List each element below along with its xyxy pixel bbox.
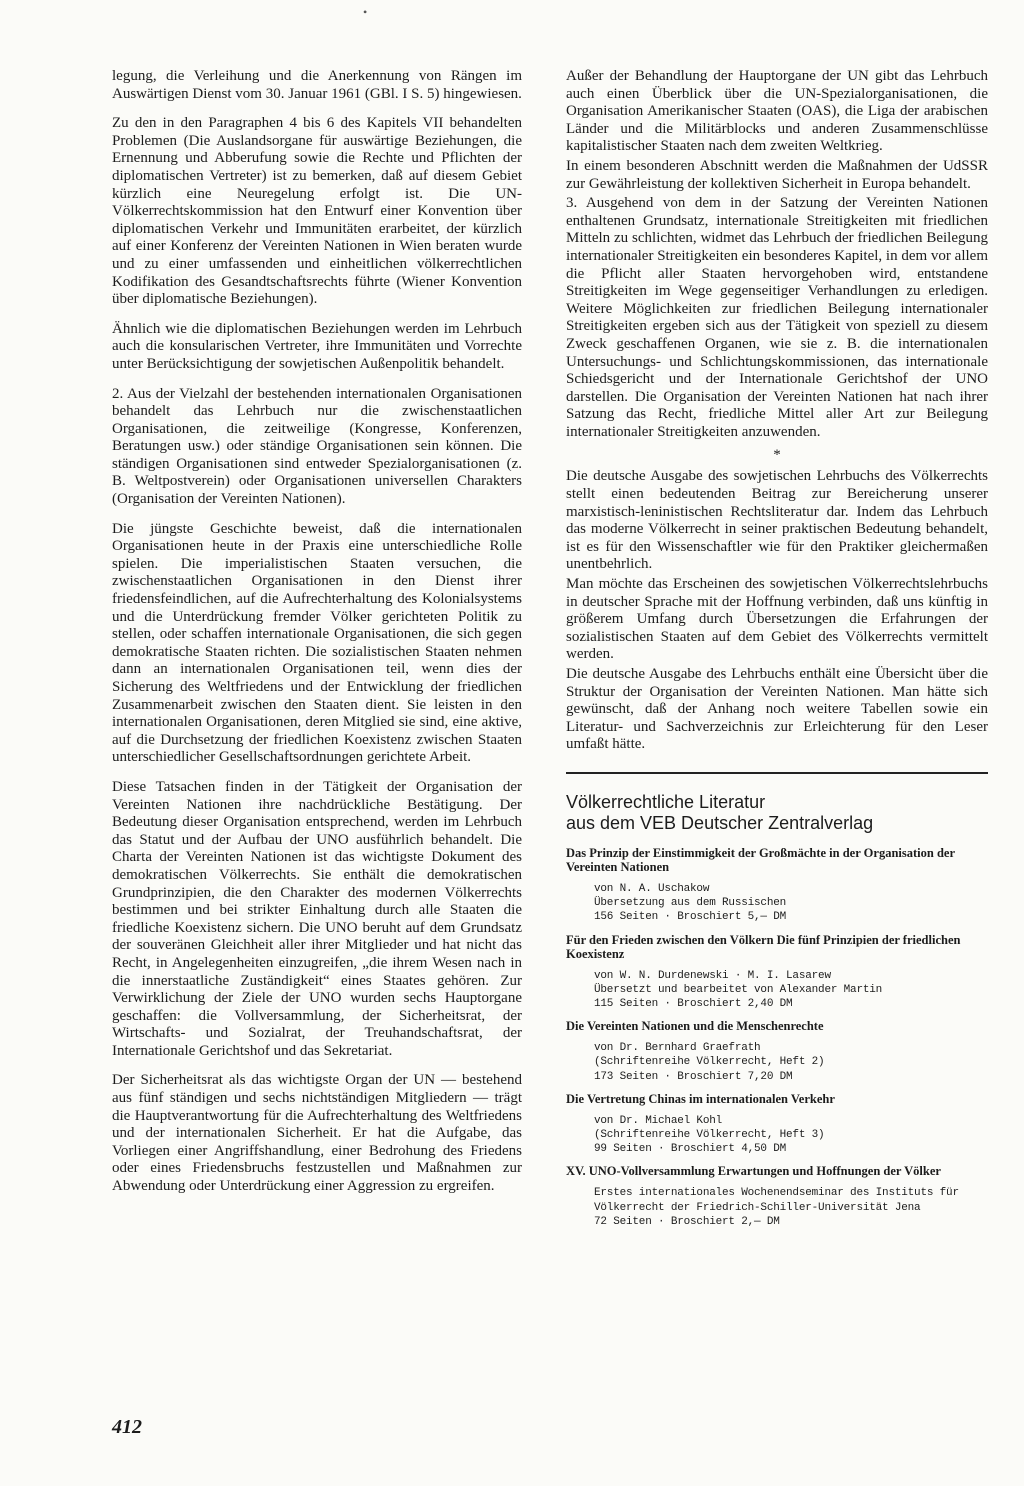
paragraph: Ähnlich wie die diplomatischen Beziehungen werden im Lehrbuch auch die konsularischen Vertreter, ihre Immunitäten und Vorrechte unter Berücksichtigung der sowjetischen Außenpolitik behandelt. xyxy=(112,320,522,372)
literature-advertisement xyxy=(566,792,988,1229)
section-divider xyxy=(566,772,988,774)
book-info: Erstes internationales Wochenendseminar des Instituts für Völkerrecht der Friedrich-Schiller-Universität Jena xyxy=(594,1187,959,1214)
paragraph: Zu den in den Paragraphen 4 bis 6 des Kapitels VII behandelten Problemen (Die Auslandsorgane für auswärtige Beziehungen, die Ernennung und Abberufung sowie die Rechte und Pflichten der diplomatischen Vertreter) ist zu bemerken, daß auf diesem Gebiet kürzlich eine Neuregelung erfolgt ist. Die UN-Völkerrechtskommission hat den Entwurf einer Konvention über diplomatischen Verkehr und Immunitäten erarbeitet, der kürzlich auf einer Konferenz der Vereinten Nationen in Wien beraten wurde und zu einer umfassenden und einheitlichen völkerrechtlichen Kodifikation des Gesandtschaftsrechts führte (Wiener Konvention über diplomatische Beziehungen). xyxy=(112,115,522,308)
book-author: von Dr. Michael Kohl xyxy=(594,1114,723,1127)
paragraph: 3. Ausgehend von dem in der Satzung der Vereinten Nationen enthaltenen Grundsatz, internationale Streitigkeiten mit friedlichen Mitteln zu schlichten, widmet das Lehrbuch der friedlichen Beilegung internationaler Streitigkeiten ein besonderes Kapitel, in dem vor allem die Pflicht aller Staaten hervorgehoben wird, entstandene Streitigkeiten im Wege gegenseitiger Verhandlungen zu erledigen. Weitere Möglichkeiten zur friedlichen Beilegung internationaler Streitigkeiten ergeben sich aus der Tätigkeit von speziell zu diesem Zweck geschaffenen Organen, wie sie z. B. die internationalen Untersuchungs- und Schlichtungskommissionen, das internationale Schiedsgericht und der Internationale Gerichtshof der UNO darstellen. Die Organisation der Vereinten Nationen hat nach ihrer Satzung das Recht, friedliche Mittel aller Art zur Beilegung internationaler Streitigkeiten anzuwenden. xyxy=(566,195,988,440)
book-price: 115 Seiten · Broschiert 2,40 DM xyxy=(594,997,793,1010)
book-title: Die Vereinten Nationen und die Menschenrechte xyxy=(566,1019,824,1034)
book-author: von W. N. Durdenewski · M. I. Lasarew xyxy=(594,969,831,982)
heading-line: aus dem VEB Deutscher Zentralverlag xyxy=(566,812,874,833)
book-price: 72 Seiten · Broschiert 2,— DM xyxy=(594,1215,780,1228)
page-number: 412 xyxy=(112,1416,142,1438)
left-column xyxy=(112,68,522,1208)
book-author: von Dr. Bernhard Graefrath xyxy=(594,1042,761,1055)
book-title: XV. UNO-Vollversammlung Erwartungen und Hoffnungen der Völker xyxy=(566,1164,941,1179)
book-title: Die Vertretung Chinas im internationalen Verkehr xyxy=(566,1091,835,1106)
book-price: 99 Seiten · Broschiert 4,50 DM xyxy=(594,1143,787,1156)
paragraph: Der Sicherheitsrat als das wichtigste Organ der UN — bestehend aus fünf ständigen und sechs nichtständigen Mitgliedern — trägt die Hauptverantwortung für die Aufrechterhaltung des Weltfriedens und der internationalen Sicherheit. Er hat die Aufgabe, das Vorliegen einer Angriffshandlung, einer Bedrohung des Friedens oder eines Friedensbruchs festzustellen und Maßnahmen zur Abwendung oder Unterdrückung einer Aggression zu ergreifen. xyxy=(112,1072,522,1195)
book-title: Für den Frieden zwischen den Völkern Die fünf Prinzipien der friedlichen Koexistenz xyxy=(566,932,961,961)
book-entry xyxy=(566,1164,988,1229)
right-column xyxy=(566,68,988,1237)
paragraph: Die jüngste Geschichte beweist, daß die internationalen Organisationen heute in der Praxis eine unterschiedliche Rolle spielen. Die imperialistischen Staaten versuchen, die zwischenstaatlichen Organisationen in den Dienst ihrer friedensfeindlichen, auf die Aufrechterhaltung des Kolonialsystems und die Unterdrückung fremder Völker gerichteten Politik zu stellen, oder schaffen internationale Organisationen, die sich gegen demokratische Staaten richten. Die sozialistischen Staaten nehmen dann an internationalen Organisationen teil, wenn dies der Sicherung des Weltfriedens und der Entwicklung der friedlichen Zusammenarbeit zwischen den Staaten dient. Sie leisten in den internationalen Organisationen, deren Mitglied sie sind, eine aktive, auf die Durchsetzung der friedlichen Koexistenz zwischen Staaten unterschiedlicher Gesellschaftsordnungen gerichtete Arbeit. xyxy=(112,520,522,766)
book-title: Das Prinzip der Einstimmigkeit der Großmächte in der Organisation der Vereinten Nationen xyxy=(566,845,955,874)
book-entry xyxy=(566,1092,988,1157)
paragraph: legung, die Verleihung und die Anerkennung von Rängen im Auswärtigen Dienst vom 30. Januar 1961 (GBl. I S. 5) hingewiesen. xyxy=(112,68,522,102)
paragraph: 2. Aus der Vielzahl der bestehenden internationalen Organisationen behandelt das Lehrbuch nur die zwischenstaatlichen Organisationen, die zeitweilige (Kongresse, Konferenzen, Beratungen usw.) oder ständige Organisationen sein können. Die ständigen Organisationen sind entweder Spezialorganisationen (z. B. Weltpostverein) oder Organisationen universellen Charakters (Organisation der Vereinten Nationen). xyxy=(112,385,522,508)
book-entry xyxy=(566,933,988,1012)
paragraph: Man möchte das Erscheinen des sowjetischen Völkerrechtslehrbuchs in deutscher Sprache mit der Hoffnung verbinden, daß uns künftig in größerem Umfang durch Übersetzungen die Erfahrungen der sozialistischen Staaten auf dem Gebiet des Völkerrechts vermittelt werden. xyxy=(566,576,988,663)
book-info: (Schriftenreihe Völkerrecht, Heft 3) xyxy=(594,1129,825,1141)
book-info: Übersetzung aus dem Russischen xyxy=(594,897,787,910)
paragraph: In einem besonderen Abschnitt werden die Maßnahmen der UdSSR zur Gewährleistung der kollektiven Sicherheit in Europa behandelt. xyxy=(566,157,988,192)
book-info: (Schriftenreihe Völkerrecht, Heft 2) xyxy=(594,1056,825,1069)
paragraph: Diese Tatsachen finden in der Tätigkeit der Organisation der Vereinten Nationen ihre nachdrückliche Bestätigung. Der Bedeutung dieser Organisation entsprechend, werden im Lehrbuch das Statut und der Aufbau der UNO ausführlich behandelt. Die Charta der Vereinten Nationen ist das wichtigste Dokument des demokratischen Völkerrechts. Sie enthält die demokratischen Grundprinzipien, die den Charakter des modernen Völkerrechts bestimmen und bei strikter Einhaltung durch alle Staaten die friedliche Koexistenz sichern. Die UNO beruht auf dem Grundsatz der souveränen Gleichheit aller ihrer Mitglieder und hat nicht das Recht, in Angelegenheiten einzugreifen, „die ihrem Wesen nach in die innerstaatliche Zuständigkeit“ eines Staates gehören. Zur Verwirklichung der Ziele der UNO wurden sechs Hauptorgane geschaffen: die Vollversammlung, der Sicherheitsrat, der Wirtschafts- und Sozialrat, der Treuhandschaftsrat, der Internationale Gerichtshof und das Sekretariat. xyxy=(112,778,522,1059)
book-price: 173 Seiten · Broschiert 7,20 DM xyxy=(594,1070,793,1083)
paragraph: Die deutsche Ausgabe des sowjetischen Lehrbuchs des Völkerrechts stellt einen bedeutenden Beitrag zur Bereicherung unserer marxistisch-leninistischen Rechtsliteratur dar. Indem das Lehrbuch das moderne Völkerrecht in seiner praktischen Bedeutung behandelt, ist es für den Wissenschaftler wie für den Praktiker gleichermaßen unentbehrlich. xyxy=(566,468,988,573)
book-entry xyxy=(566,1019,988,1084)
book-author: von N. A. Uschakow xyxy=(594,882,710,895)
literature-heading xyxy=(566,792,988,834)
paragraph: Die deutsche Ausgabe des Lehrbuchs enthält eine Übersicht über die Struktur der Organisation der Vereinten Nationen. Man hätte sich gewünscht, daß der Anhang noch weitere Tabellen sowie ein Literatur- und Sachverzeichnis zur Erleichterung für den Leser umfaßt hätte. xyxy=(566,666,988,753)
top-ink-mark: • xyxy=(363,5,368,19)
book-info: Übersetzt und bearbeitet von Alexander Martin xyxy=(594,983,883,996)
heading-line: Völkerrechtliche Literatur xyxy=(566,791,766,812)
book-entry xyxy=(566,846,988,925)
section-separator-star: * xyxy=(773,447,781,464)
paragraph: Außer der Behandlung der Hauptorgane der UN gibt das Lehrbuch auch einen Überblick über die UN-Spezialorganisationen, die Organisation Amerikanischer Staaten (OAS), die Liga der arabischen Länder und die Militärblocks und anderen Zusammenschlüsse kapitalistischer Staaten nach dem zweiten Weltkrieg. xyxy=(566,68,988,155)
book-price: 156 Seiten · Broschiert 5,— DM xyxy=(594,911,787,924)
